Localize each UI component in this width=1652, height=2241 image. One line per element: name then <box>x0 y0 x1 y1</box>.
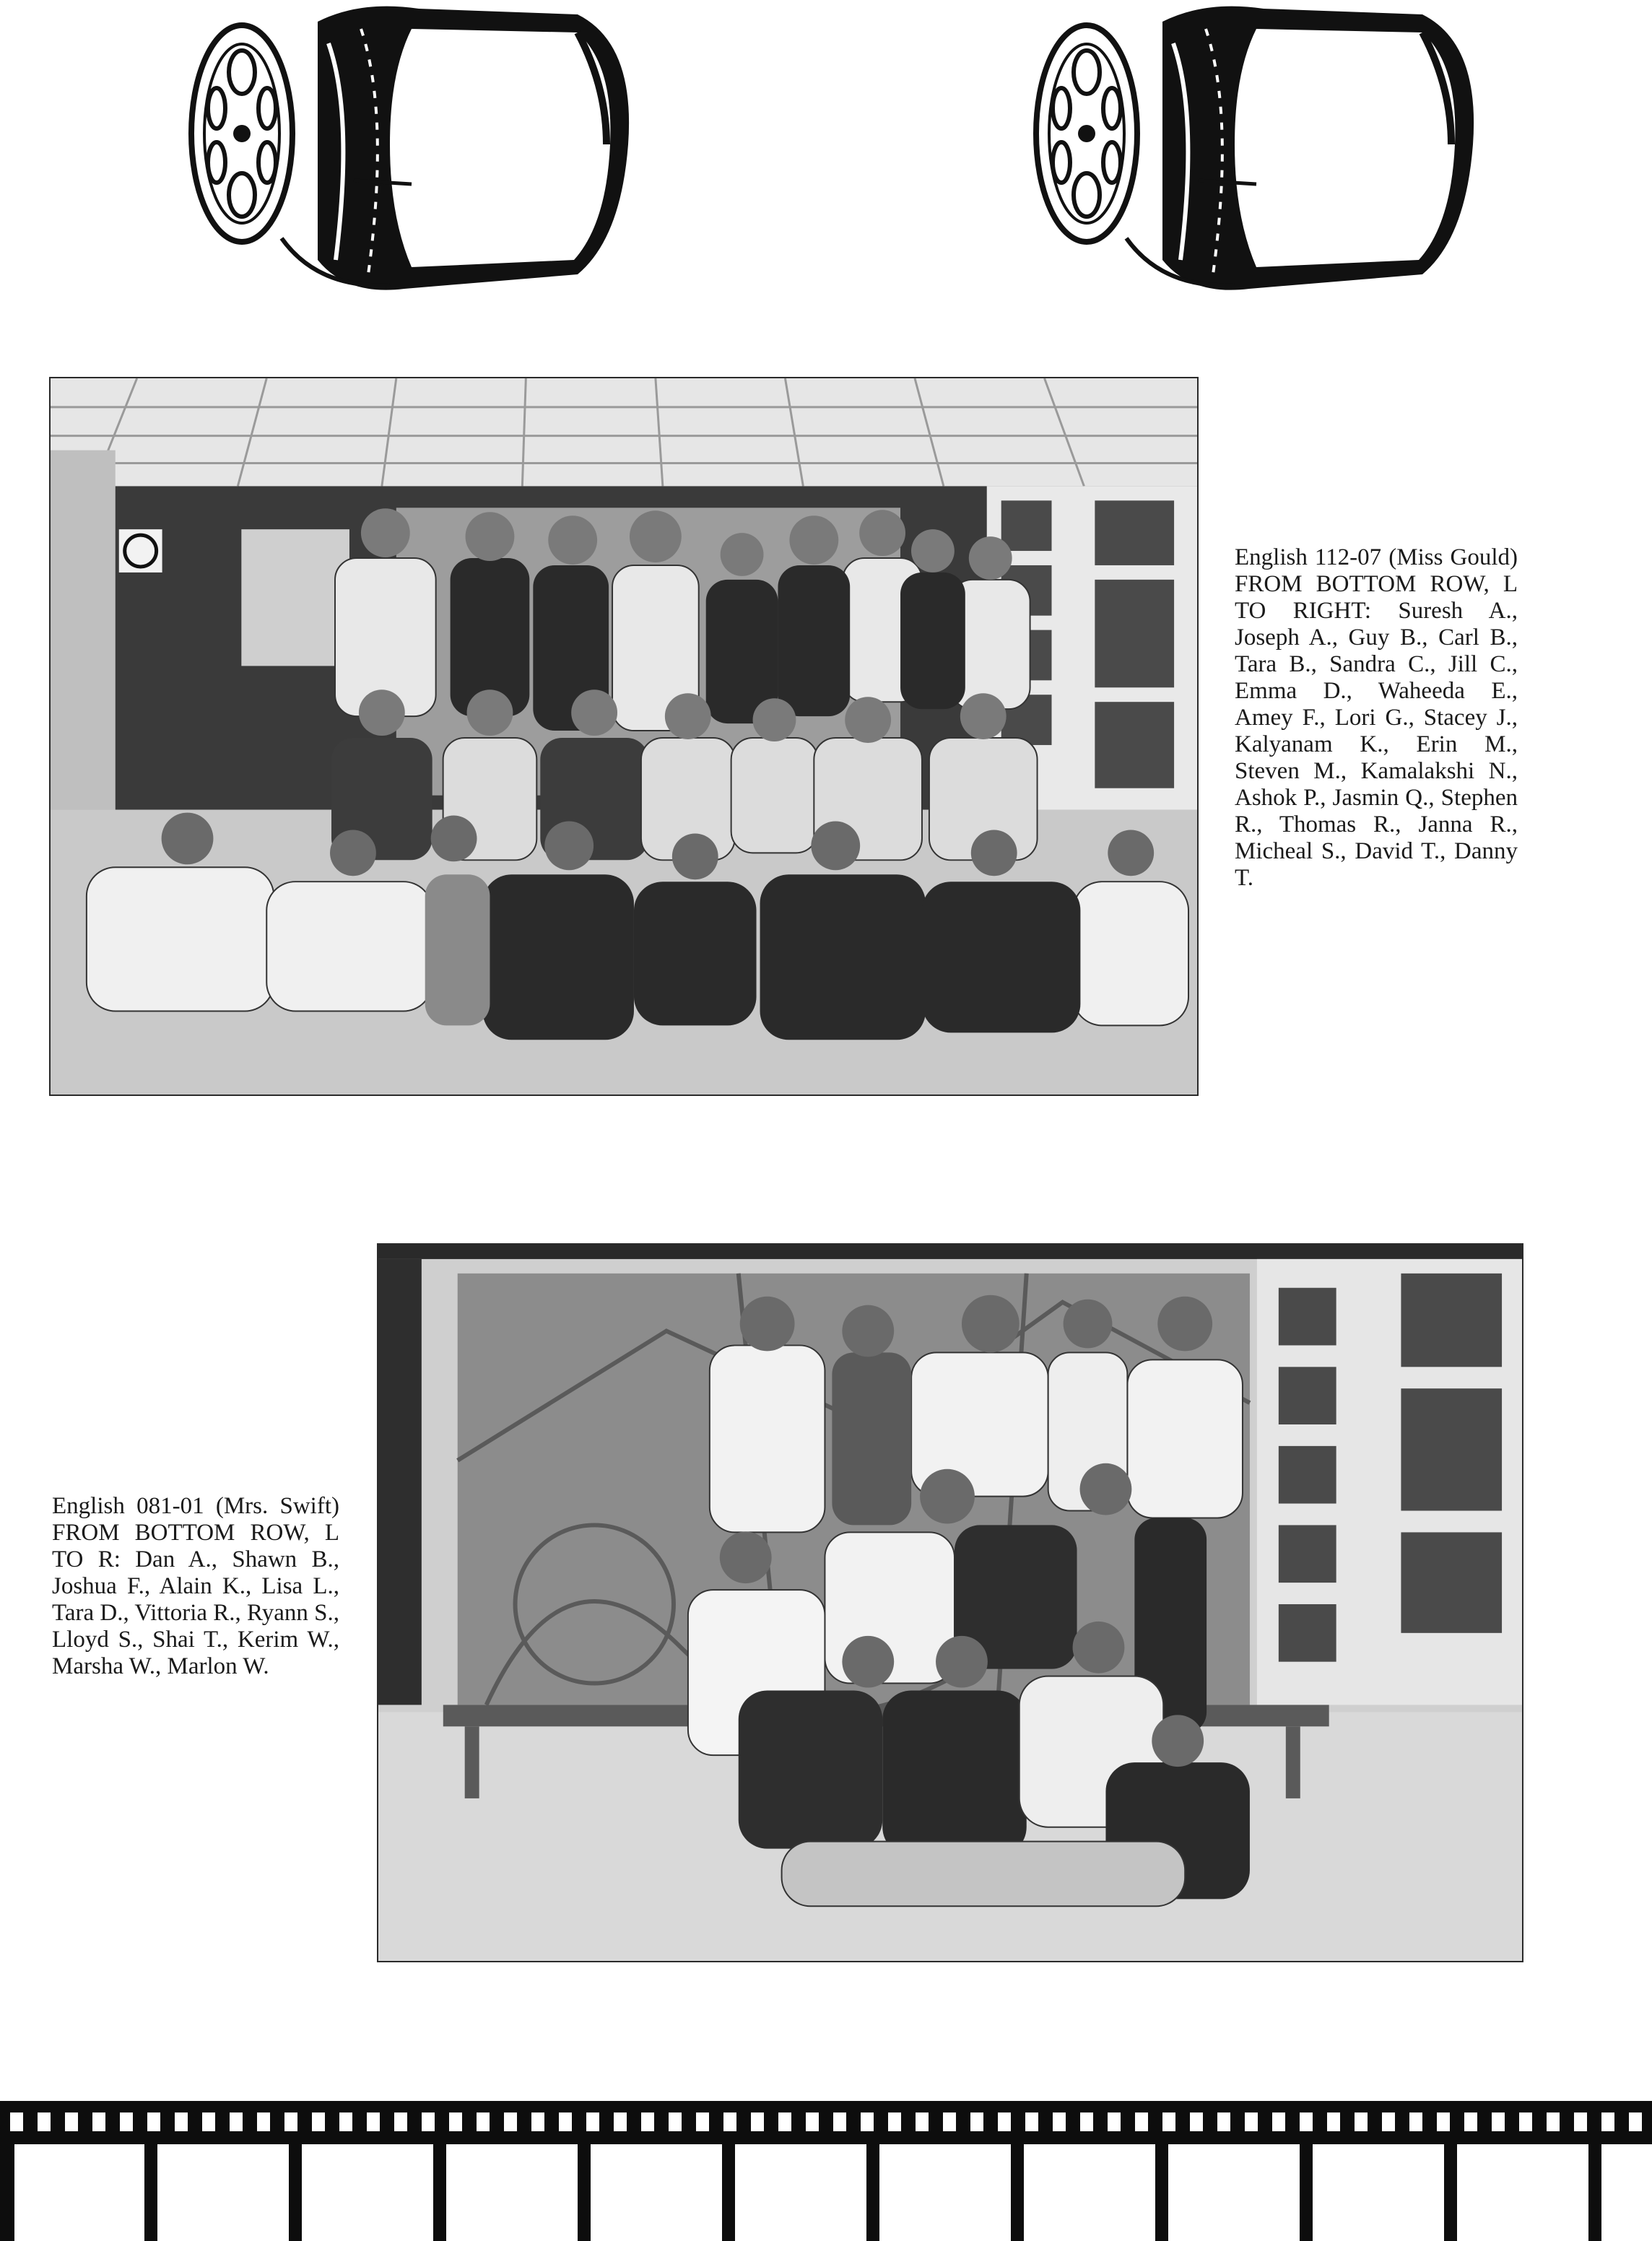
film-perforation <box>202 2112 215 2131</box>
film-perforation <box>1601 2112 1614 2131</box>
film-perforation <box>257 2112 270 2131</box>
film-perforation <box>861 2112 874 2131</box>
film-perforation <box>833 2112 846 2131</box>
film-perforation <box>1025 2112 1038 2131</box>
film-perforation <box>175 2112 188 2131</box>
film-perforation <box>806 2112 819 2131</box>
film-perforation <box>230 2112 243 2131</box>
film-perforation <box>394 2112 407 2131</box>
film-reel-left-drawing <box>173 0 650 303</box>
film-perforation <box>970 2112 983 2131</box>
film-perforation <box>1135 2112 1148 2131</box>
film-perforation <box>778 2112 791 2131</box>
film-reel-icon <box>1018 0 1495 303</box>
class-photo-2-image <box>378 1245 1522 1961</box>
film-perforation <box>92 2112 105 2131</box>
film-perforation <box>1382 2112 1395 2131</box>
film-perforation <box>1053 2112 1066 2131</box>
film-perforation <box>10 2112 23 2131</box>
film-perforation <box>1437 2112 1450 2131</box>
film-perforation <box>998 2112 1011 2131</box>
film-perforation <box>1245 2112 1258 2131</box>
film-perforation <box>751 2112 764 2131</box>
film-perforation <box>916 2112 929 2131</box>
film-perforation <box>641 2112 654 2131</box>
film-perforation <box>339 2112 352 2131</box>
film-perforation <box>531 2112 544 2131</box>
film-reel-icon <box>173 0 650 303</box>
film-perforation <box>1464 2112 1477 2131</box>
film-perforation <box>586 2112 599 2131</box>
class-photo-caption: English 081-01 (Mrs. Swift) FROM BOTTOM ROW, L TO R: Dan A., Shawn B., Joshua F., Alain K., Lisa L., Tara D., Vittoria R., Ryann S., Lloyd S., Shai T., Kerim W., Marsha W., Marlon W. <box>52 1493 339 1679</box>
film-perforation <box>1355 2112 1368 2131</box>
class-photo-english-112-07 <box>49 377 1199 1096</box>
class-photo-caption: English 112-07 (Miss Gould) FROM BOTTOM ROW, L TO RIGHT: Suresh A., Joseph A., Guy B., Carl B., Tara B., Sandra C., Jill C., Emma D., Waheeda E., Amey F., Lori G., Stacey J., Kalyanam K., Erin M., Steven M., Kamalakshi N., Ashok P., Jasmin Q., Stephen R., Thomas R., Janna R., Micheal S., David T., Danny T. <box>1235 544 1518 891</box>
film-perforation <box>312 2112 325 2131</box>
film-perforation <box>147 2112 160 2131</box>
film-perforation <box>1519 2112 1532 2131</box>
film-perforation <box>696 2112 709 2131</box>
class-photo-english-081-01 <box>377 1243 1523 1962</box>
film-perforation <box>65 2112 78 2131</box>
class-photo-1-image <box>51 378 1197 1095</box>
film-perforation <box>1327 2112 1340 2131</box>
film-perforation <box>1272 2112 1285 2131</box>
film-perforation <box>669 2112 682 2131</box>
film-perforation <box>477 2112 490 2131</box>
film-perforation <box>1217 2112 1230 2131</box>
film-perforation <box>1300 2112 1313 2131</box>
film-perforation <box>422 2112 435 2131</box>
film-perforation <box>38 2112 51 2131</box>
film-perforation <box>1162 2112 1175 2131</box>
film-perforation <box>284 2112 297 2131</box>
film-strip-icon <box>0 2101 1652 2241</box>
film-perforation <box>1574 2112 1587 2131</box>
film-reel-right-drawing <box>1018 0 1495 303</box>
film-perforation <box>888 2112 901 2131</box>
film-perforation <box>120 2112 133 2131</box>
film-perforation <box>1492 2112 1505 2131</box>
film-perforation <box>1547 2112 1560 2131</box>
film-perforation <box>504 2112 517 2131</box>
film-perforation <box>723 2112 736 2131</box>
film-perforation <box>1080 2112 1093 2131</box>
film-perforation <box>367 2112 380 2131</box>
film-strip-drawing <box>0 2101 1652 2241</box>
film-perforation <box>1629 2112 1642 2131</box>
film-perforation <box>1108 2112 1121 2131</box>
film-perforation <box>1190 2112 1203 2131</box>
film-perforation <box>449 2112 462 2131</box>
film-perforation <box>943 2112 956 2131</box>
film-perforation <box>559 2112 572 2131</box>
film-perforation <box>614 2112 627 2131</box>
film-perforation <box>1409 2112 1422 2131</box>
